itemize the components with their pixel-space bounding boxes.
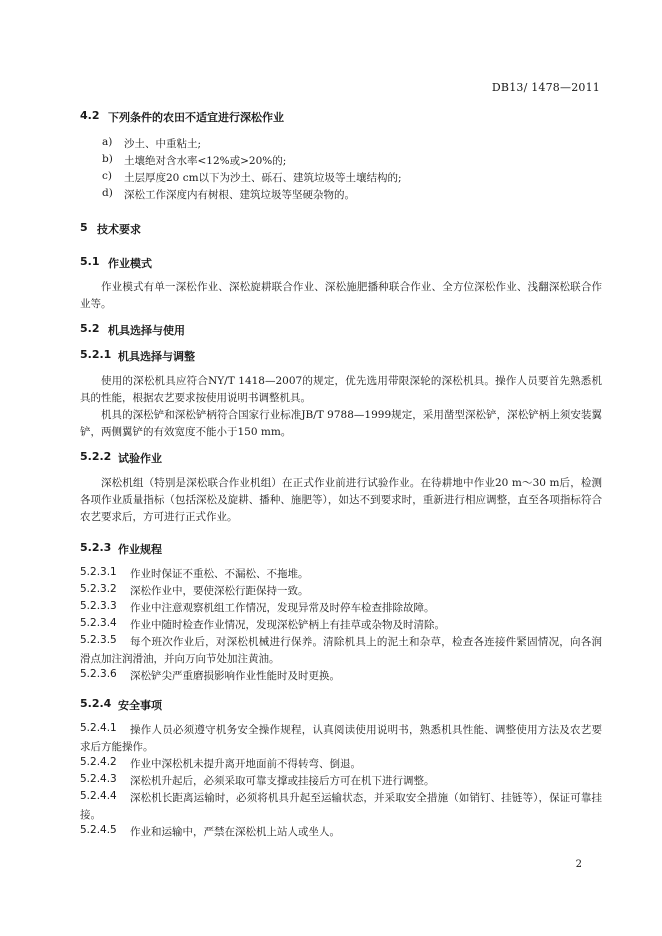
list-mark: d) <box>102 187 113 199</box>
section-5-2-number: 5.2 <box>80 322 100 335</box>
clause-number: 5.2.4.2 <box>80 756 117 768</box>
clause-text: 操作人员必须遵守机务安全操作规程，认真阅读使用说明书，熟悉机具性能、调整使用方法及农艺要求后方能操作。 <box>80 724 602 753</box>
clause-text: 深松铲尖严重磨损影响作业性能时及时更换。 <box>130 670 340 682</box>
clause-text: 作业中注意观察机组工作情况，发现异常及时停车检查排除故障。 <box>130 602 435 614</box>
paragraph: 使用的深松机具应符合NY/T 1418—2007的规定，优先选用带限深轮的深松机具。操作人员要首先熟悉机具的性能，根据农艺要求按使用说明书调整机具。 <box>80 375 602 404</box>
clause-text: 深松作业中，要使深松行距保持一致。 <box>130 585 309 597</box>
clause-number: 5.2.3.6 <box>80 668 117 680</box>
document-id: DB13/ 1478—2011 <box>491 81 600 94</box>
clause-text: 深松机升起后，必须采取可靠支撑或挂接后方可在机下进行调整。 <box>130 775 435 787</box>
page-number: 2 <box>575 859 582 870</box>
paragraph: 深松机组（特别是深松联合作业机组）在正式作业前进行试验作业。在待耕地中作业20 m～30 m后，检测各项作业质量指标（包括深松及旋耕、播种、施肥等），如达不到要求时，重新进行相应调整，直至各项指标符合农艺要求后，方可进行正式作业。 <box>80 477 602 523</box>
section-5-1-title: 作业模式 <box>108 257 152 270</box>
clause-text: 深松机长距离运输时，必须将机具升起至运输状态，并采取安全措施（如销钉、挂链等），保证可靠挂接。 <box>80 792 602 821</box>
paragraph: 机具的深松铲和深松铲柄符合国家行业标准JB/T 9788—1999规定，采用凿型深松铲，深松铲柄上须安装翼铲，两侧翼铲的有效宽度不能小于150 mm。 <box>80 409 602 438</box>
list-item: 沙土、中重粘土; <box>124 138 202 150</box>
list-mark: c) <box>102 170 112 182</box>
section-5-2-1-title: 机具选择与调整 <box>118 350 195 363</box>
section-5-1-number: 5.1 <box>80 255 100 268</box>
paragraph: 作业模式有单一深松作业、深松旋耕联合作业、深松施肥播种联合作业、全方位深松作业、浅翻深松联合作业等。 <box>80 281 602 310</box>
section-4-2-number: 4.2 <box>80 109 100 122</box>
clause-number: 5.2.3.2 <box>80 583 117 595</box>
section-5-title: 技术要求 <box>97 223 141 236</box>
list-mark: b) <box>102 153 113 165</box>
section-5-2-3-number: 5.2.3 <box>80 541 112 554</box>
clause-number: 5.2.4.5 <box>80 824 117 836</box>
section-5-2-2-title: 试验作业 <box>118 452 162 465</box>
section-5-2-4-number: 5.2.4 <box>80 697 112 710</box>
clause-number: 5.2.4.1 <box>80 722 117 734</box>
clause-number: 5.2.3.1 <box>80 566 117 578</box>
section-5-2-4-title: 安全事项 <box>118 699 162 712</box>
list-item: 土层厚度20 cm以下为沙土、砾石、建筑垃圾等土壤结构的; <box>124 172 402 184</box>
clause-text: 作业和运输中，严禁在深松机上站人或坐人。 <box>130 826 340 838</box>
clause-text: 作业中随时检查作业情况，发现深松铲柄上有挂草或杂物及时清除。 <box>130 619 445 631</box>
section-5-2-1-number: 5.2.1 <box>80 348 112 361</box>
clause-number: 5.2.3.5 <box>80 634 117 646</box>
list-item: 深松工作深度内有树根、建筑垃圾等坚硬杂物的。 <box>124 189 355 201</box>
clause-text: 作业中深松机未提升离开地面前不得转弯、倒退。 <box>130 758 361 770</box>
clause-number: 5.2.3.4 <box>80 617 117 629</box>
list-mark: a) <box>102 136 113 148</box>
section-5-2-title: 机具选择与使用 <box>108 324 185 337</box>
clause-number: 5.2.3.3 <box>80 600 117 612</box>
section-5-2-3-title: 作业规程 <box>118 543 162 556</box>
section-5-number: 5 <box>80 221 88 234</box>
list-item: 土壤绝对含水率<12%或>20%的; <box>124 155 287 167</box>
clause-number: 5.2.4.3 <box>80 773 117 785</box>
clause-text: 作业时保证不重松、不漏松、不拖堆。 <box>130 568 309 580</box>
clause-text: 每个班次作业后，对深松机械进行保养。清除机具上的泥土和杂草，检查各连接件紧固情况，向各润滑点加注润滑油，并向万向节处加注黄油。 <box>80 636 602 665</box>
section-4-2-title: 下列条件的农田不适宜进行深松作业 <box>108 111 284 124</box>
section-5-2-2-number: 5.2.2 <box>80 450 112 463</box>
clause-number: 5.2.4.4 <box>80 790 117 802</box>
